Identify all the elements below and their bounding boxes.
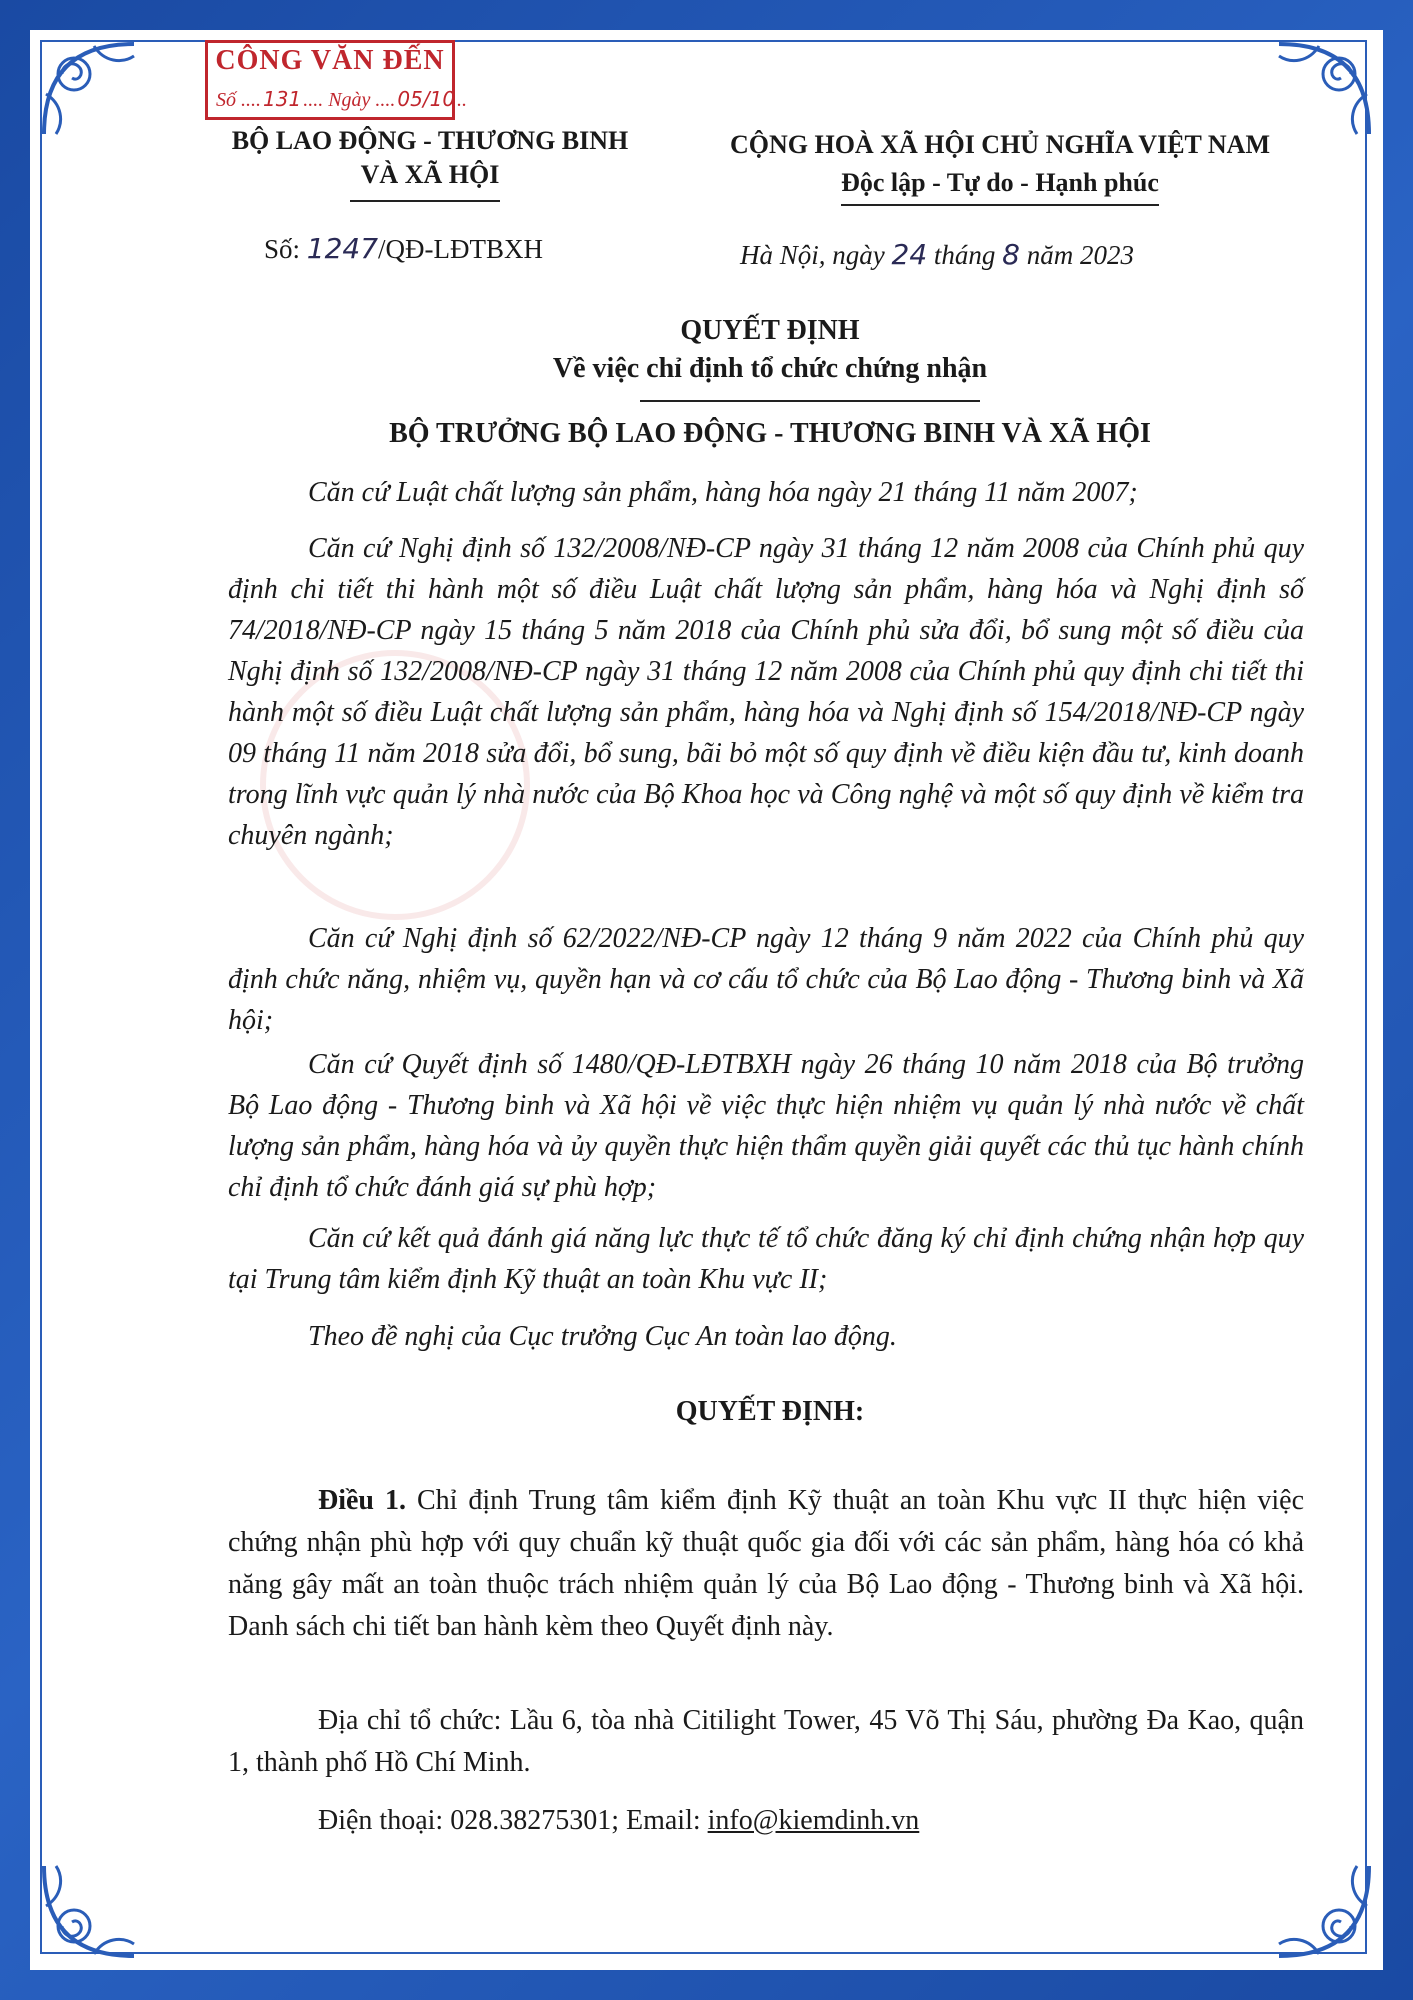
article-1-text: Chỉ định Trung tâm kiểm định Kỹ thuật an toàn Khu vực II thực hiện việc chứng nhận phù hợp với quy chuẩn kỹ thuật quốc gia đối với các sản phẩm, hàng hóa có khả năng gây mất an toàn thuộc trách nhiệm quản lý của Bộ Lao động - Thương binh và Xã hội. Danh sách chi tiết ban hành kèm theo Quyết định này. [228,1485,1305,1642]
national-motto: Độc lập - Tự do - Hạnh phúc [841,164,1159,206]
stamp-line: Số .... 131 .... Ngày .... 05/10 .. [216,87,468,111]
legal-basis-3: Căn cứ Nghị định số 62/2022/NĐ-CP ngày 12 tháng 9 năm 2022 của Chính phủ quy định chức năng, nhiệm vụ, quyền hạn và cơ cấu tổ chức của Bộ Lao động - Thương binh và Xã hội; [228,923,1304,1036]
legal-basis-1: Căn cứ Luật chất lượng sản phẩm, hàng hóa ngày 21 tháng 11 năm 2007; [308,477,1138,508]
document-title [230,312,1310,388]
legal-basis-5: Căn cứ kết quả đánh giá năng lực thực tế tổ chức đăng ký chỉ định chứng nhận hợp quy tại Trung tâm kiểm định Kỹ thuật an toàn Khu vực II; [228,1223,1304,1295]
article-1 [228,1480,1304,1648]
legal-basis-6: Theo đề nghị của Cục trưởng Cục An toàn lao động. [308,1321,897,1352]
document-number [264,232,543,265]
email-link[interactable]: info@kiemdinh.vn [707,1805,920,1836]
title-subject: Về việc chỉ định tổ chức chứng nhận [552,353,988,384]
date-month: 8 [1002,238,1020,271]
doc-number-value: 1247 [306,232,379,265]
date-day: 24 [891,238,928,271]
date-prefix: Hà Nội, ngày [740,240,892,270]
issuing-agency [195,124,665,192]
article-1-label: Điều 1. [318,1485,406,1516]
legal-basis-2: Căn cứ Nghị định số 132/2008/NĐ-CP ngày 31 tháng 12 năm 2008 của Chính phủ quy định chi tiết thi hành một số điều Luật chất lượng sản phẩm, hàng hóa và Nghị định số 74/2018/NĐ-CP ngày 15 tháng 5 năm 2018 của Chính phủ sửa đổi, bổ sung một số điều của Nghị định số 132/2008/NĐ-CP ngày 31 tháng 12 năm 2008 của Chính phủ quy định chi tiết thi hành một số điều Luật chất lượng sản phẩm, hàng hóa và Nghị định số 154/2018/NĐ-CP ngày 09 tháng 11 năm 2018 sửa đổi, bổ sung, bãi bỏ một số quy định về điều kiện đầu tư, kinh doanh trong lĩnh vực quản lý nhà nước của Bộ Khoa học và Công nghệ và một số quy định về kiểm tra chuyên ngành; [228,533,1304,851]
corner-ornament-icon [34,34,144,144]
agency-line1: BỘ LAO ĐỘNG - THƯƠNG BINH [231,126,629,155]
stamp-so-value: 131 [263,87,302,111]
issuing-authority: BỘ TRƯỞNG BỘ LAO ĐỘNG - THƯƠNG BINH VÀ XÃ HỘI [389,418,1151,449]
agency-line2: VÀ XÃ HỘI [360,160,500,189]
stamp-ngay-label: Ngày [328,89,371,111]
organization-address: Địa chỉ tổ chức: Lầu 6, tòa nhà Citilight Tower, 45 Võ Thị Sáu, phường Đa Kao, quận 1, thành phố Hồ Chí Minh. [228,1705,1304,1778]
incoming-document-stamp [205,40,468,120]
date-month-label: tháng [927,240,1003,270]
title-underline [640,400,980,402]
stamp-so-label: Số [216,89,236,111]
national-heading [680,126,1320,206]
phone-text: Điện thoại: 028.38275301; Email: [318,1805,708,1836]
doc-number-label: Số: [264,234,307,264]
stamp-ngay-value: 05/10 [397,87,456,111]
agency-underline [350,200,500,202]
date-year: năm 2023 [1019,240,1134,270]
country-name: CỘNG HOÀ XÃ HỘI CHỦ NGHĨA VIỆT NAM [729,130,1271,159]
document-date [740,238,1134,271]
decision-heading: QUYẾT ĐỊNH: [675,1396,865,1427]
doc-number-suffix: /QĐ-LĐTBXH [378,234,544,264]
corner-ornament-icon [1269,1856,1379,1966]
stamp-title: CÔNG VĂN ĐẾN [215,45,445,76]
legal-basis-4: Căn cứ Quyết định số 1480/QĐ-LĐTBXH ngày 26 tháng 10 năm 2018 của Bộ trưởng Bộ Lao động - Thương binh và Xã hội về việc thực hiện nhiệm vụ quản lý nhà nước về chất lượng sản phẩm, hàng hóa và ủy quyền thực hiện thẩm quyền giải quyết các thủ tục hành chính chỉ định tổ chức đánh giá sự phù hợp; [228,1049,1304,1203]
corner-ornament-icon [34,1856,144,1966]
contact-line [228,1800,1304,1842]
title-heading: QUYẾT ĐỊNH [680,315,860,346]
